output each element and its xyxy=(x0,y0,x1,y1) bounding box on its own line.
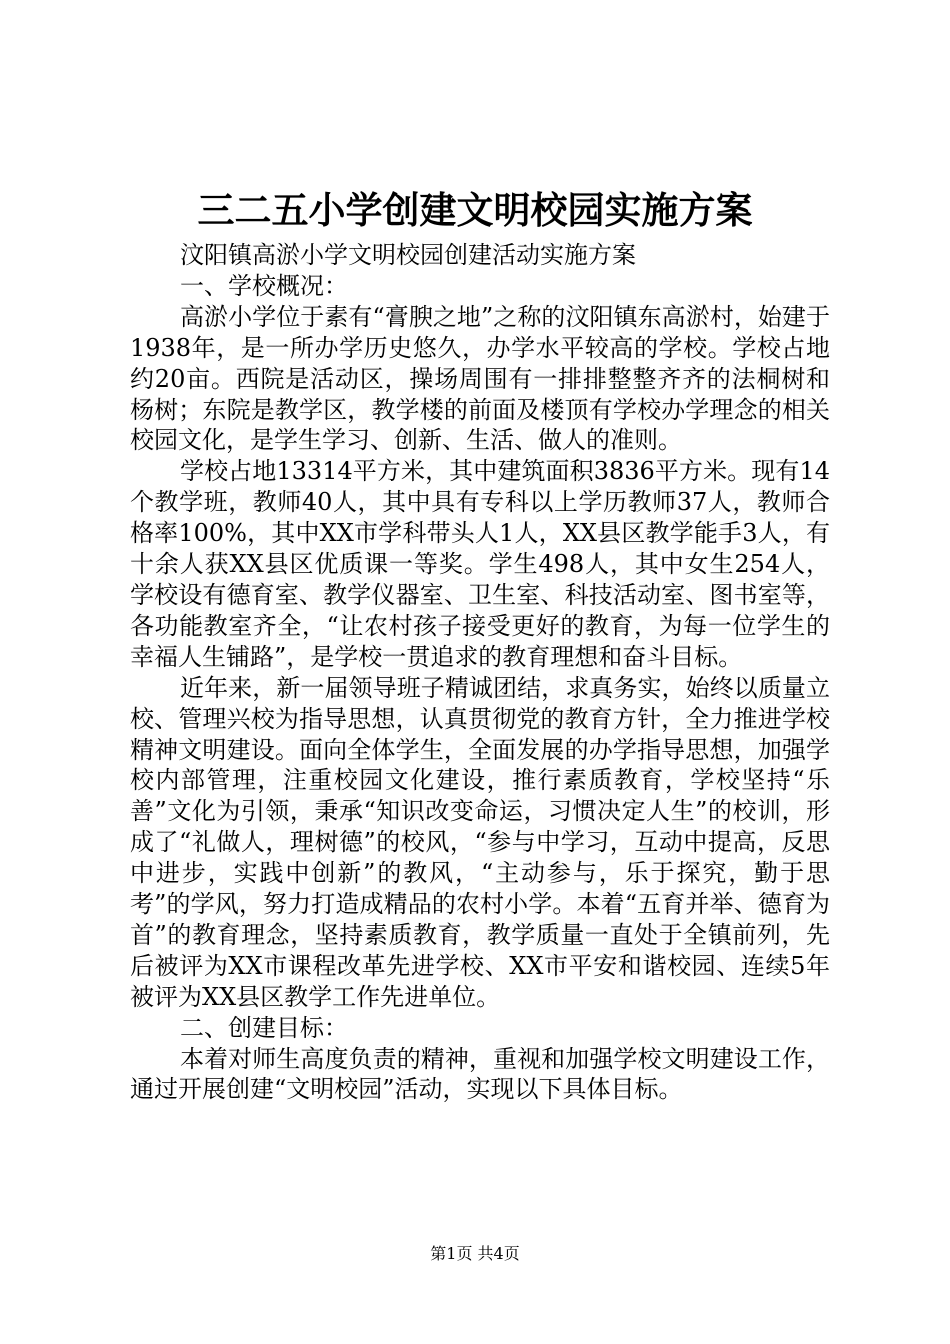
body-paragraph: 学校占地13314平方米，其中建筑面积3836平方米。现有14个教学班，教师40人，其中具有专科以上学历教师37人，教师合格率100%，其中XX市学科带头人1人，XX县区教学能手3人，有十余人获XX县区优质课一等奖。学生498人，其中女生254人，学校设有德育室、教学仪器室、卫生室、科技活动室、图书室等，各功能教室齐全，“让农村孩子接受更好的教育，为每一位学生的幸福人生铺路”，是学校一贯追求的教育理想和奋斗目标。 xyxy=(130,457,830,671)
document-title: 三二五小学创建文明校园实施方案 xyxy=(197,188,753,232)
body-paragraph: 本着对师生高度负责的精神，重视和加强学校文明建设工作，通过开展创建“文明校园”活动，实现以下具体目标。 xyxy=(130,1044,830,1104)
section-heading-goals: 二、创建目标： xyxy=(180,1013,348,1042)
document-body xyxy=(130,240,830,1105)
subtitle-paragraph: 汶阳镇高淤小学文明校园创建活动实施方案 xyxy=(180,241,636,269)
page-number-footer: 第1页 共4页 xyxy=(430,1244,520,1263)
body-paragraph: 近年来，新一届领导班子精诚团结，求真务实，始终以质量立校、管理兴校为指导思想，认真贯彻党的教育方针，全力推进学校精神文明建设。面向全体学生，全面发展的办学指导思想，加强学校内部管理，注重校园文化建设，推行素质教育，学校坚持“乐善”文化为引领，秉承“知识改变命运，习惯决定人生”的校训，形成了“礼做人，理树德”的校风，“参与中学习，互动中提高，反思中进步，实践中创新”的教风，“主动参与，乐于探究，勤于思考”的学风，努力打造成精品的农村小学。本着“五育并举、德育为首”的教育理念，坚持素质教育，教学质量一直处于全镇前列，先后被评为XX市课程改革先进学校、XX市平安和谐校园、连续5年被评为XX县区教学工作先进单位。 xyxy=(130,673,830,1011)
section-heading-overview: 一、学校概况： xyxy=(180,271,348,300)
body-paragraph: 高淤小学位于素有“膏腴之地”之称的汶阳镇东高淤村，始建于1938年，是一所办学历史悠久，办学水平较高的学校。学校占地约20亩。西院是活动区，操场周围有一排排整整齐齐的法桐树和杨树；东院是教学区，教学楼的前面及楼顶有学校办学理念的相关校园文化，是学生学习、创新、生活、做人的准则。 xyxy=(130,302,830,455)
